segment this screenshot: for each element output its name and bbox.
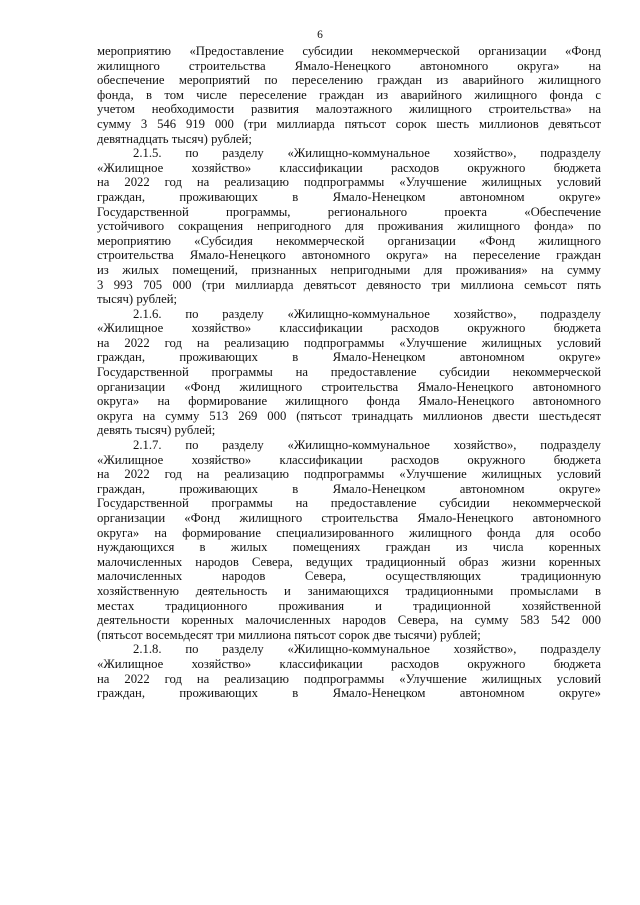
paragraph-start-line: 2.1.5. по разделу «Жилищно-коммунальное хозяйство», подразделу (133, 146, 601, 161)
text-line: Государственной программы, регионального проекта «Обеспечение (97, 204, 601, 219)
text-line: (пятьсот восемьдесят три миллиона пятьсот сорок две тысячи) рублей; (97, 627, 481, 642)
text-line: Государственной программы на предоставление субсидии некоммерческой (97, 496, 601, 511)
text-line: тысяч) рублей; (97, 292, 178, 307)
text-line: на 2022 год на реализацию подпрограммы «Улучшение жилищных условий (97, 335, 601, 350)
text-line: Государственной программы на предоставление субсидии некоммерческой (97, 365, 601, 380)
text-line: на 2022 год на реализацию подпрограммы «Улучшение жилищных условий (97, 467, 601, 482)
page-number: 6 (317, 29, 323, 41)
paragraph-start-line: 2.1.6. по разделу «Жилищно-коммунальное хозяйство», подразделу (133, 306, 601, 321)
text-line: обеспечение мероприятий по переселению граждан из аварийного жилищного (97, 73, 601, 88)
text-line: малочисленных народов Севера, осуществляющих традиционную (97, 569, 601, 584)
text-line: устойчивого сокращения непригодного для проживания жилищного фонда» по (97, 219, 601, 234)
text-line: строительства Ямало-Ненецкого автономного округа» на переселение граждан (97, 248, 601, 263)
text-line: «Жилищное хозяйство» классификации расходов окружного бюджета (97, 452, 601, 467)
document-body (97, 44, 601, 701)
text-line: граждан, проживающих в Ямало-Ненецком автономном округе» (97, 481, 601, 496)
text-line: мероприятию «Предоставление субсидии некоммерческой организации «Фонд (97, 44, 601, 58)
text-line: округа» на формирование жилищного фонда Ямало-Ненецкого автономного (97, 394, 601, 409)
text-line: местах традиционного проживания и традиционной хозяйственной (97, 598, 601, 613)
text-line: организации «Фонд жилищного строительства Ямало-Ненецкого автономного (97, 511, 601, 525)
text-line: фонда, в том числе переселение граждан из аварийного жилищного фонда с (97, 87, 601, 102)
text-line: на 2022 год на реализацию подпрограммы «Улучшение жилищных условий (97, 175, 601, 190)
text-line: округа» на формирование специализированного жилищного фонда для особо (97, 525, 601, 540)
text-line: округа на сумму 513 269 000 (пятьсот тринадцать миллионов двести шестьдесят (97, 408, 601, 423)
paragraph-start-line: 2.1.8. по разделу «Жилищно-коммунальное хозяйство», подразделу (133, 642, 601, 657)
text-line: нуждающихся в жилых помещениях граждан из числа коренных (97, 540, 601, 555)
text-line: граждан, проживающих в Ямало-Ненецком автономном округе» (97, 189, 601, 204)
text-line: девятнадцать тысяч) рублей; (97, 131, 252, 146)
text-line: граждан, проживающих в Ямало-Ненецком автономном округе» (97, 686, 601, 701)
text-line: организации «Фонд жилищного строительства Ямало-Ненецкого автономного (97, 379, 601, 394)
paragraph-start-line: 2.1.7. по разделу «Жилищно-коммунальное хозяйство», подразделу (133, 438, 601, 453)
text-line: сумму 3 546 919 000 (три миллиарда пятьсот сорок шесть миллионов девятьсот (97, 116, 601, 131)
text-line: учетом необходимости развития малоэтажного жилищного строительства» на (97, 102, 601, 117)
text-line: на 2022 год на реализацию подпрограммы «Улучшение жилищных условий (97, 671, 601, 686)
text-line: «Жилищное хозяйство» классификации расходов окружного бюджета (97, 656, 601, 671)
text-line: девять тысяч) рублей; (97, 423, 216, 438)
text-line: «Жилищное хозяйство» классификации расходов окружного бюджета (97, 160, 601, 175)
text-line: 3 993 705 000 (три миллиарда девятьсот девяносто три миллиона семьсот пять (97, 277, 601, 292)
text-line: хозяйственную деятельность и занимающихся традиционными промыслами в (97, 583, 601, 598)
text-line: жилищного строительства Ямало-Ненецкого автономного округа» на (97, 58, 601, 73)
text-line: малочисленных народов Севера, ведущих традиционный образ жизни коренных (97, 554, 601, 569)
text-line: граждан, проживающих в Ямало-Ненецком автономном округе» (97, 350, 601, 365)
text-line: из жилых помещений, признанных непригодными для проживания» на сумму (97, 262, 601, 277)
text-line: «Жилищное хозяйство» классификации расходов окружного бюджета (97, 321, 601, 336)
text-line: деятельности коренных малочисленных народов Севера, на сумму 583 542 000 (97, 613, 601, 628)
text-line: мероприятию «Субсидия некоммерческой организации «Фонд жилищного (97, 233, 601, 248)
